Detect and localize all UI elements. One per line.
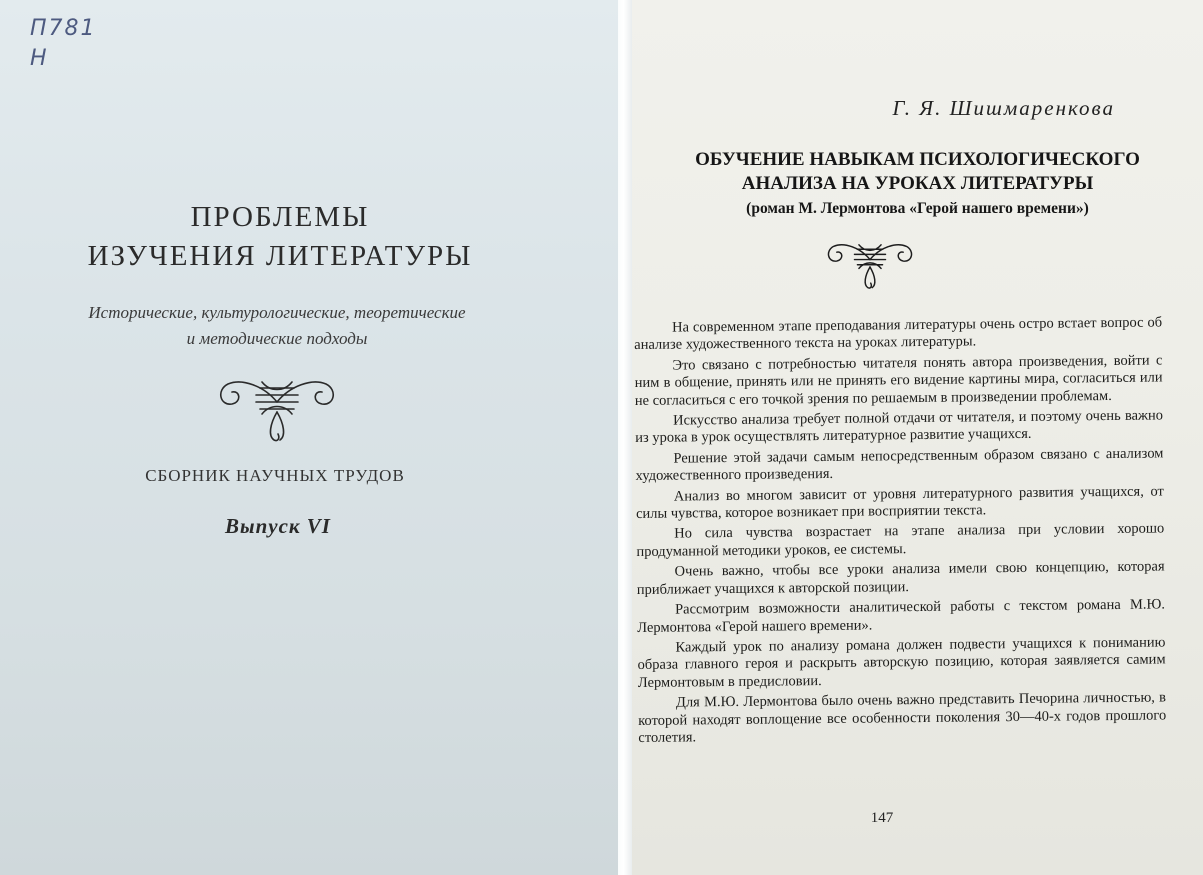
article-paragraph: Для М.Ю. Лермонтова было очень важно представить Печорина личностью, в которой находят воплощение все особенности поколения 30—40-х годов прошлого столетия. [638,689,1167,746]
article-paragraph: Искусство анализа требует полной отдачи от читателя, и поэтому очень важно из урока в урок осуществлять литературное развитие учащихся. [635,407,1164,447]
flourish-ornament-icon [822,234,918,294]
article-paragraph: На современном этапе преподавания литературы очень остро встает вопрос об анализе художественного текста на уроках литературы. [634,314,1163,354]
article-author: Г. Я. Шишмаренкова [892,96,1115,120]
article-paragraph: Это связано с потребностью читателя понять автора произведения, войти с ним в общение, принять или не принять его видение картины мира, согласиться или не согласиться с его точкой зрения по решаемым в произведении проблемам. [634,352,1163,409]
article-title-line: АНАЛИЗА НА УРОКАХ ЛИТЕРАТУРЫ [741,173,1094,194]
handwritten-line: Н [30,46,49,71]
flourish-ornament-icon [212,368,342,448]
right-page [632,0,1203,875]
article-title-line: ОБУЧЕНИЕ НАВЫКАМ ПСИХОЛОГИЧЕСКОГО [695,149,1140,170]
article-title [632,148,1203,222]
article-paragraph: Рассмотрим возможности аналитической работы с текстом романа М.Ю. Лермонтова «Герой нашего времени». [637,596,1166,636]
book-title-line: ПРОБЛЕМЫ [190,201,370,233]
article-paragraph: Решение этой задачи самым непосредственным образом связано с анализом художественного произведения. [635,445,1164,485]
article-paragraph: Каждый урок по анализу романа должен подвести учащихся к пониманию образа главного героя и раскрыть авторскую позицию, которая заявляется самим Лермонтовым в предисловии. [637,634,1166,691]
collection-label: СБОРНИК НАУЧНЫХ ТРУДОВ [145,466,405,485]
article-paragraph: Очень важно, чтобы все уроки анализа имели свою концепцию, которая приближает учащихся к авторской позиции. [636,558,1165,598]
book-subtitle [0,300,554,352]
article-body [634,314,1166,750]
book-subtitle-line: Исторические, культурологические, теоретические [88,303,466,322]
book-subtitle-line: и методические подходы [186,329,368,348]
page-number: 147 [870,810,894,826]
book-title [0,198,560,276]
handwritten-note [30,14,97,74]
handwritten-line: П781 [30,16,97,41]
book-gutter [618,0,632,875]
article-title-subline: (роман М. Лермонтова «Герой нашего времени») [746,200,1089,217]
issue-label: Выпуск VI [225,514,331,538]
article-paragraph: Но сила чувства возрастает на этапе анализа при условии хорошо продуманной методики уроков, ее системы. [636,520,1165,560]
article-paragraph: Анализ во многом зависит от уровня литературного развития учащихся, от силы чувства, которое возникает при восприятии текста. [635,483,1164,523]
book-title-line: ИЗУЧЕНИЯ ЛИТЕРАТУРЫ [87,240,473,272]
